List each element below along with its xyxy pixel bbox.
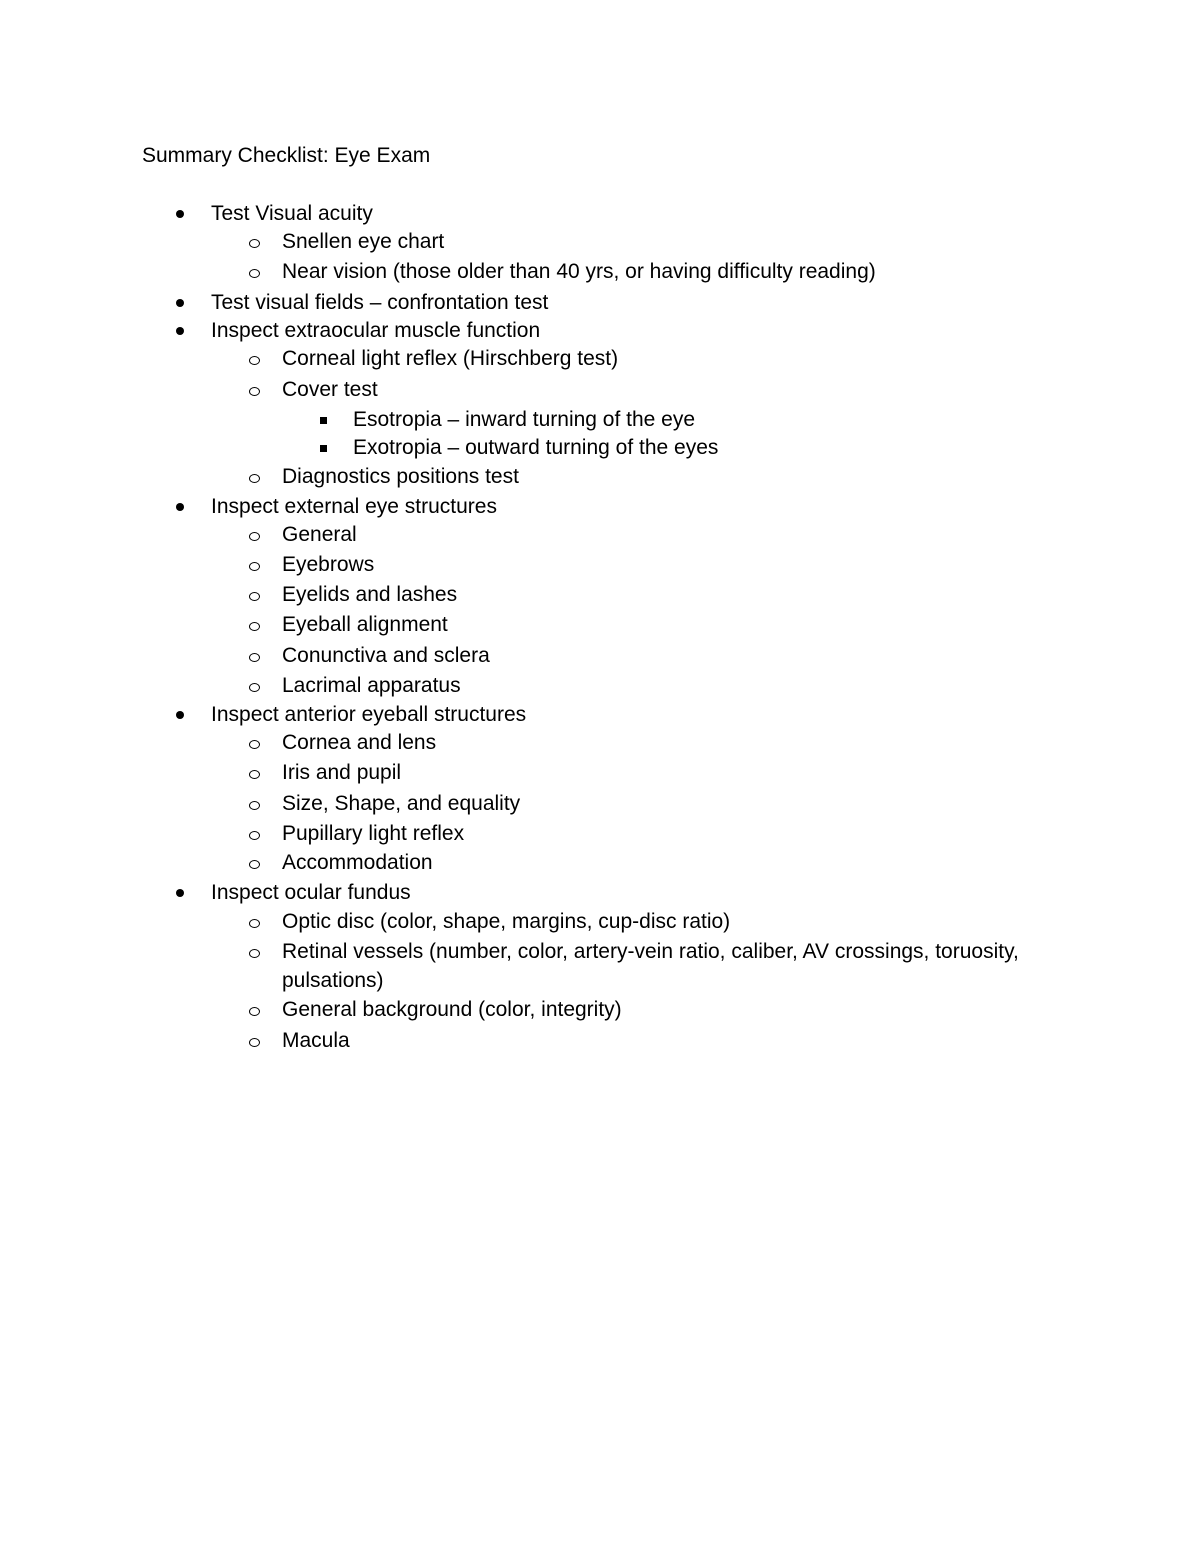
checklist-item-text: Eyeball alignment bbox=[282, 613, 448, 636]
checklist-item-text: Optic disc (color, shape, margins, cup-disc ratio) bbox=[282, 910, 731, 933]
square-bullet-icon bbox=[320, 445, 327, 452]
circle-bullet-icon bbox=[249, 860, 260, 869]
checklist-item-text: Iris and pupil bbox=[282, 761, 402, 784]
circle-bullet-icon bbox=[249, 387, 260, 396]
checklist-item-text: pulsations) bbox=[282, 969, 384, 992]
circle-bullet-icon bbox=[249, 474, 260, 483]
checklist-item-text: Esotropia – inward turning of the eye bbox=[353, 408, 696, 431]
checklist-item-text: Lacrimal apparatus bbox=[282, 674, 461, 697]
checklist-item-text: Macula bbox=[282, 1029, 350, 1052]
checklist-item-text: Cover test bbox=[282, 378, 378, 401]
checklist-item-text: General bbox=[282, 523, 357, 546]
circle-bullet-icon bbox=[249, 919, 260, 928]
checklist-item-text: Inspect external eye structures bbox=[211, 495, 497, 518]
circle-bullet-icon bbox=[249, 770, 260, 779]
circle-bullet-icon bbox=[249, 592, 260, 601]
circle-bullet-icon bbox=[249, 801, 260, 810]
checklist-item-text: Eyebrows bbox=[282, 553, 375, 576]
bullet-icon bbox=[176, 889, 184, 897]
checklist-item-text: Inspect ocular fundus bbox=[211, 881, 411, 904]
checklist-item-text: Corneal light reflex (Hirschberg test) bbox=[282, 347, 619, 370]
circle-bullet-icon bbox=[249, 239, 260, 248]
checklist-item-text: Near vision (those older than 40 yrs, or having difficulty reading) bbox=[282, 260, 876, 283]
bullet-icon bbox=[176, 503, 184, 511]
checklist-item-text: Test Visual acuity bbox=[211, 202, 373, 225]
document-title: Summary Checklist: Eye Exam bbox=[142, 144, 431, 167]
circle-bullet-icon bbox=[249, 1007, 260, 1016]
circle-bullet-icon bbox=[249, 949, 260, 958]
bullet-icon bbox=[176, 711, 184, 719]
circle-bullet-icon bbox=[249, 562, 260, 571]
circle-bullet-icon bbox=[249, 622, 260, 631]
checklist-item-text: Size, Shape, and equality bbox=[282, 792, 521, 815]
checklist-item-text: Exotropia – outward turning of the eyes bbox=[353, 436, 719, 459]
checklist-item-text: Cornea and lens bbox=[282, 731, 437, 754]
circle-bullet-icon bbox=[249, 683, 260, 692]
checklist-item-text: Inspect extraocular muscle function bbox=[211, 319, 541, 342]
checklist-item-text: Pupillary light reflex bbox=[282, 822, 465, 845]
circle-bullet-icon bbox=[249, 831, 260, 840]
circle-bullet-icon bbox=[249, 653, 260, 662]
checklist-item-text: Retinal vessels (number, color, artery-vein ratio, caliber, AV crossings, toruosity, bbox=[282, 940, 1019, 963]
circle-bullet-icon bbox=[249, 1038, 260, 1047]
checklist-item-text: Test visual fields – confrontation test bbox=[211, 291, 549, 314]
checklist-item-text: Conunctiva and sclera bbox=[282, 644, 490, 667]
circle-bullet-icon bbox=[249, 356, 260, 365]
circle-bullet-icon bbox=[249, 269, 260, 278]
checklist-item-text: General background (color, integrity) bbox=[282, 998, 622, 1021]
circle-bullet-icon bbox=[249, 740, 260, 749]
square-bullet-icon bbox=[320, 417, 327, 424]
checklist-item-text: Inspect anterior eyeball structures bbox=[211, 703, 527, 726]
bullet-icon bbox=[176, 327, 184, 335]
bullet-icon bbox=[176, 210, 184, 218]
bullet-icon bbox=[176, 299, 184, 307]
checklist-item-text: Eyelids and lashes bbox=[282, 583, 458, 606]
checklist-item-text: Snellen eye chart bbox=[282, 230, 445, 253]
checklist-item-text: Diagnostics positions test bbox=[282, 465, 519, 488]
circle-bullet-icon bbox=[249, 532, 260, 541]
checklist-item-text: Accommodation bbox=[282, 851, 433, 874]
